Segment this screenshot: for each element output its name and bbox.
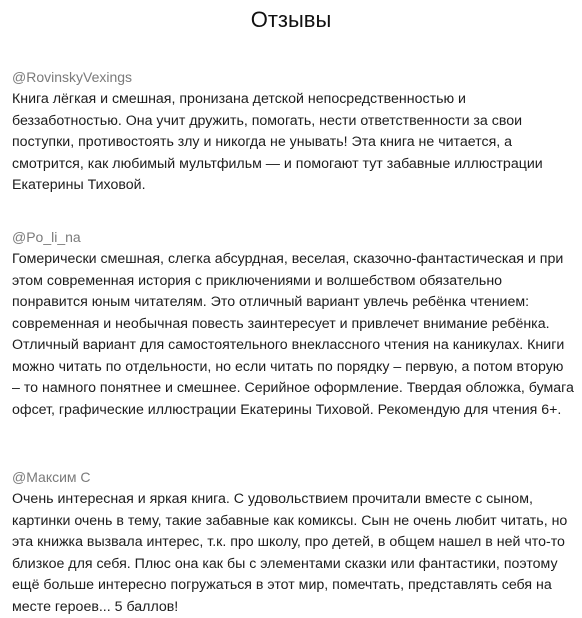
review-author[interactable]: @Po_li_na <box>12 229 81 245</box>
review-item <box>12 468 574 618</box>
review-text: Очень интересная и яркая книга. С удовольствием прочитали вместе с сыном, картинки очень в тему, такие забавные как комиксы. Сын не очень любит читать, но эта книжка вызвала интерес, т.к. про школу, про детей, в общем нашел в ней что-то близкое для себя. Плюс она как бы с элементами сказки или фантастики, поэтому ещё больше интересно погружаться в этот мир, помечтать, представлять себя на месте героев... 5 баллов! <box>12 491 568 615</box>
review-item <box>12 228 574 421</box>
review-text: Гомерически смешная, слегка абсурдная, веселая, сказочно-фантастическая и при этом современная история с приключениями и волшебством обязательно понравится юным читателям. Это отличный вариант увлечь ребёнка чтением: современная и необычная повесть заинтересует и привлечет внимание ребёнка. Отличный вариант для самостоятельного внеклассного чтения на каникулах. Книги можно читать по отдельности, но если читать по порядку – первую, а потом вторую – то намного понятнее и смешнее. Серийное оформление. Твердая обложка, бумага офсет, графические иллюстрации Екатерины Тиховой. Рекомендую для чтения 6+. <box>12 251 574 418</box>
review-author[interactable]: @Максим С <box>12 469 91 485</box>
page-title: Отзывы <box>250 7 332 32</box>
review-text: Книга лёгкая и смешная, пронизана детской непосредственностью и беззаботностью. Она учит дружить, помогать, нести ответственности за свои поступки, противостоять злу и никогда не унывать! Эта книга не читается, а смотрится, как любимый мультфильм — и помогают тут забавные иллюстрации Екатерины Тиховой. <box>12 91 543 193</box>
review-author[interactable]: @RovinskyVexings <box>12 69 133 85</box>
review-item <box>12 68 574 197</box>
